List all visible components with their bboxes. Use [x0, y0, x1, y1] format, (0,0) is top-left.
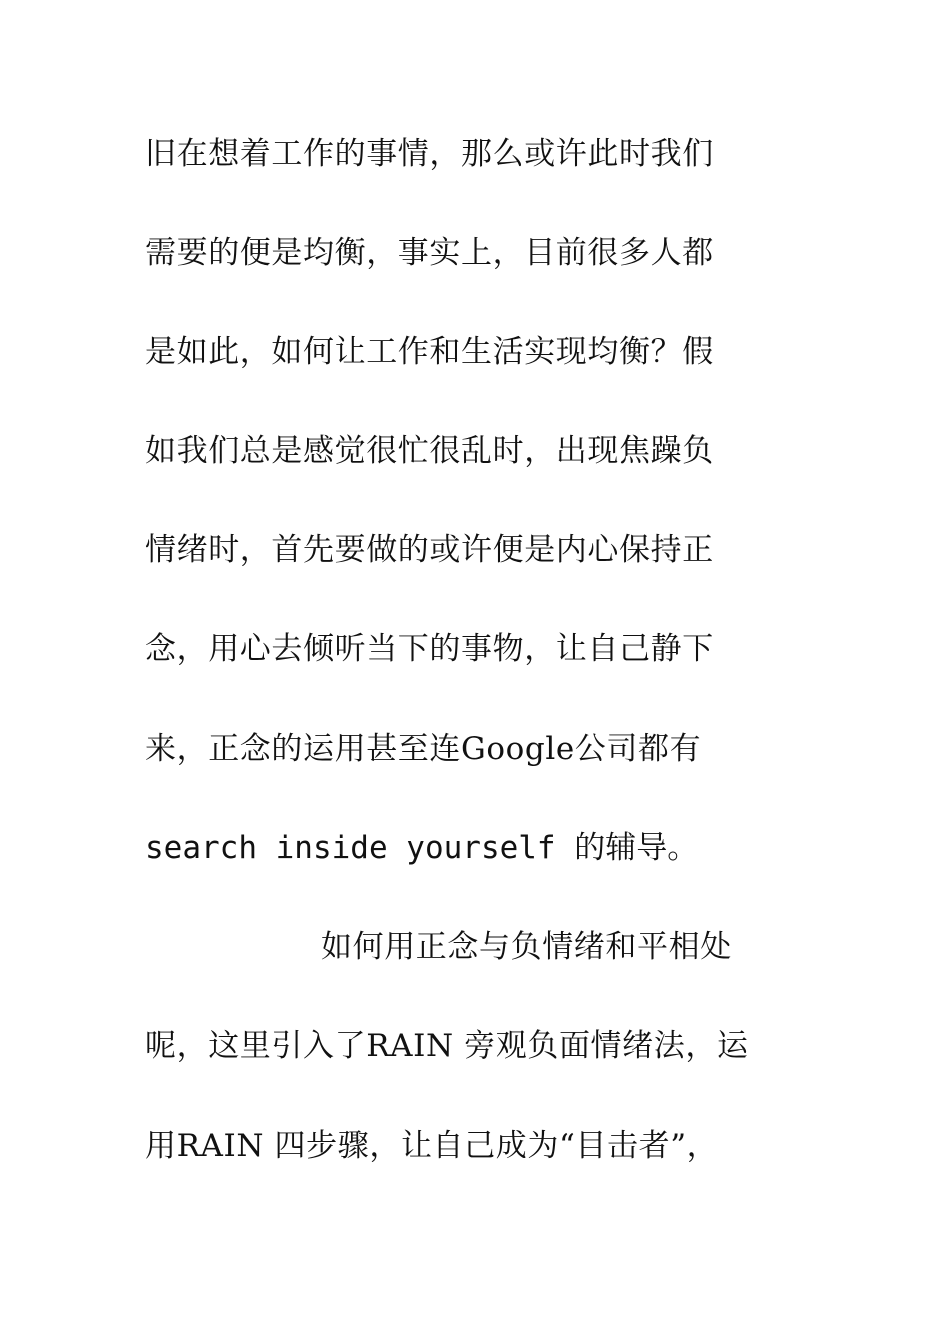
paragraph-line: 来，正念的运用甚至连Google公司都有 — [145, 731, 702, 767]
paragraph-line: 旧在想着工作的事情，那么或许此时我们 — [145, 136, 714, 172]
paragraph-line: 如我们总是感觉很忙很乱时，出现焦躁负 — [145, 433, 714, 469]
paragraph-first-line: 如何用正念与负情绪和平相处 — [321, 929, 732, 965]
paragraph-line: 需要的便是均衡，事实上，目前很多人都 — [145, 235, 714, 271]
paragraph-line: 用RAIN 四步骤，让自己成为“目击者”， — [145, 1128, 719, 1164]
paragraph-line: 是如此，如何让工作和生活实现均衡？假 — [145, 334, 714, 370]
paragraph-line: 情绪时，首先要做的或许便是内心保持正 — [145, 532, 714, 568]
paragraph-line: search inside yourself 的辅导。 — [145, 830, 699, 866]
paragraph-line: 呢，这里引入了RAIN 旁观负面情绪法，运 — [145, 1028, 749, 1064]
paragraph-line: 念，用心去倾听当下的事物，让自己静下 — [145, 631, 714, 667]
